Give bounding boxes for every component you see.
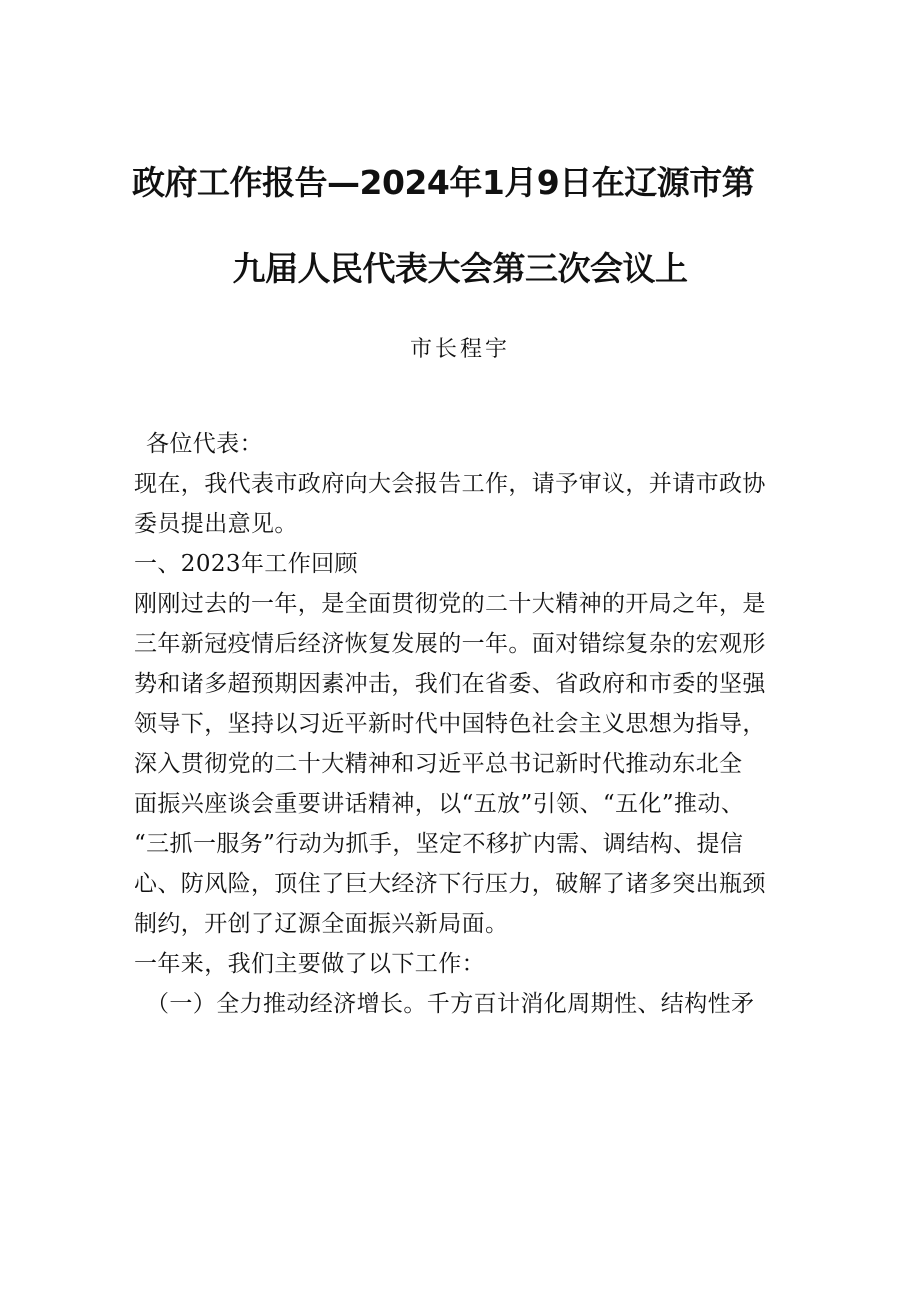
document-body	[134, 424, 810, 1024]
body-line: 势和诸多超预期因素冲击，我们在省委、省政府和市委的坚强	[134, 671, 766, 697]
body-line: 刚刚过去的一年，是全面贯彻党的二十大精神的开局之年，是	[134, 591, 766, 617]
body-line: 一年来，我们主要做了以下工作：	[134, 951, 485, 977]
body-line: 制约，开创了辽源全面振兴新局面。	[134, 911, 509, 937]
subsection-heading: （一）全力推动经济增长。千方百计消化周期性、结构性矛	[146, 991, 755, 1017]
body-line: 各位代表：	[146, 431, 263, 457]
body-line: 面振兴座谈会重要讲话精神，以“五放”引领、“五化”推动、	[134, 791, 745, 817]
body-line: 心、防风险，顶住了巨大经济下行压力，破解了诸多突出瓶颈	[134, 871, 766, 897]
document-author: 市长程宇	[409, 337, 510, 362]
body-line: “三抓一服务”行动为抓手，坚定不移扩内需、调结构、提信	[134, 831, 744, 857]
body-line: 领导下，坚持以习近平新时代中国特色社会主义思想为指导，	[134, 711, 766, 737]
section-heading: 一、2023年工作回顾	[134, 551, 358, 577]
body-line: 委员提出意见。	[134, 511, 298, 537]
document-title-line-2: 九届人民代表大会第三次会议上	[232, 249, 688, 288]
document-title-line-1: 政府工作报告—2024年1月9日在辽源市第	[132, 163, 755, 202]
body-line: 三年新冠疫情后经济恢复发展的一年。面对错综复杂的宏观形	[134, 631, 766, 657]
body-line: 现在，我代表市政府向大会报告工作，请予审议，并请市政协	[134, 471, 766, 497]
body-line: 深入贯彻党的二十大精神和习近平总书记新时代推动东北全	[134, 751, 743, 777]
